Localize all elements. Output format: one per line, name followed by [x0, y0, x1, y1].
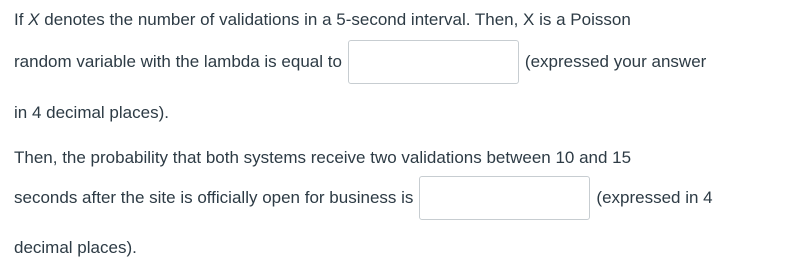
paragraph1-line2-after: (expressed your answer	[524, 52, 707, 71]
paragraph1-line3: in 4 decimal places).	[14, 103, 169, 122]
paragraph2-line2	[14, 176, 713, 220]
probability-answer-input[interactable]	[419, 176, 590, 220]
paragraph2-line2-before: seconds after the site is officially open for business is	[14, 188, 414, 207]
paragraph1-line1	[14, 10, 631, 30]
variable-x: X	[28, 10, 40, 29]
paragraph1-line1-suffix: denotes the number of validations in a 5-second interval. Then, X is a Poisson	[39, 10, 631, 29]
paragraph1-line1-prefix: If	[14, 10, 29, 29]
paragraph2-line2-after: (expressed in 4	[596, 188, 713, 207]
paragraph1-line2-before: random variable with the lambda is equal to	[14, 52, 342, 71]
paragraph2-line3: decimal places).	[14, 238, 137, 257]
paragraph2-line1: Then, the probability that both systems receive two validations between 10 and 15	[14, 148, 632, 167]
lambda-answer-input[interactable]	[348, 40, 519, 84]
paragraph1-line2	[14, 40, 706, 84]
